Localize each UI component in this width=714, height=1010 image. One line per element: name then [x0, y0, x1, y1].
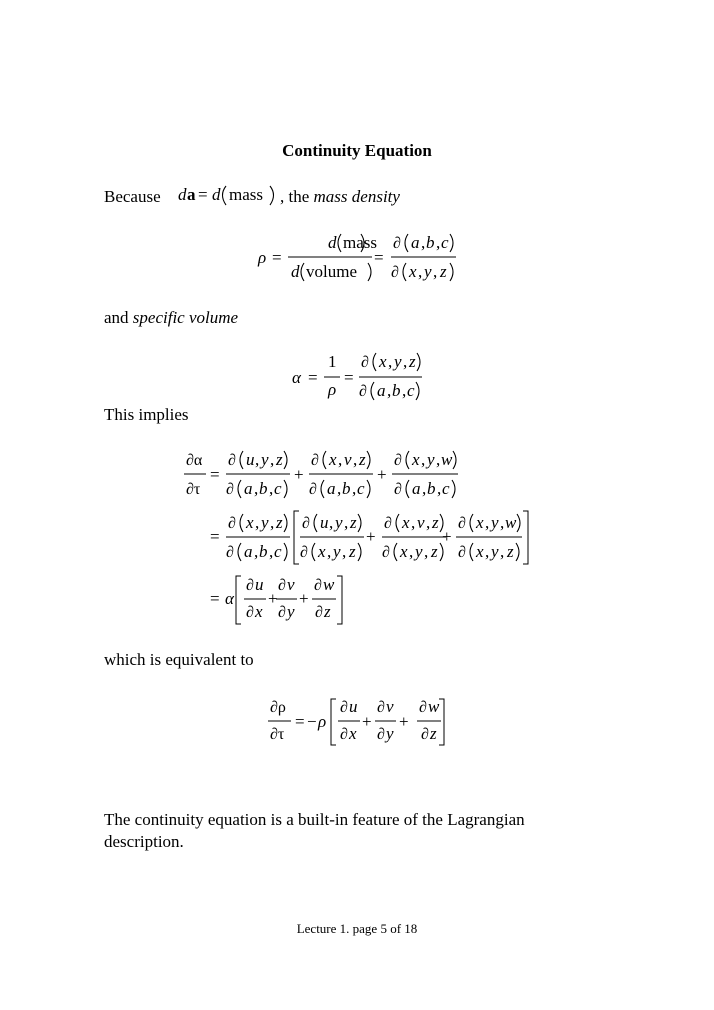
implies-paragraph: This implies: [104, 405, 189, 424]
svg-text:z: z: [430, 724, 437, 743]
svg-text:v: v: [344, 450, 352, 469]
svg-text:∂α: ∂α: [186, 452, 203, 469]
svg-text:c: c: [407, 381, 415, 400]
svg-text:,: ,: [422, 479, 427, 498]
svg-text:volume: volume: [306, 262, 357, 281]
svg-text:,: ,: [387, 381, 392, 400]
svg-text:∂τ: ∂τ: [186, 481, 201, 498]
svg-text:∂: ∂: [340, 726, 348, 743]
svg-text:=: =: [210, 589, 220, 608]
svg-text:y: y: [386, 724, 394, 743]
svg-text:−: −: [307, 712, 317, 731]
svg-text:=: =: [374, 248, 384, 267]
svg-text:∂: ∂: [302, 515, 310, 532]
derivation-line-3: [210, 575, 342, 624]
svg-text:=: =: [272, 248, 282, 267]
svg-text:x: x: [409, 262, 417, 281]
svg-text:a: a: [327, 479, 336, 498]
svg-text:a: a: [411, 233, 420, 252]
svg-text:=: =: [210, 527, 220, 546]
svg-text:z: z: [507, 542, 514, 561]
svg-text:,: ,: [337, 479, 342, 498]
svg-text:b: b: [426, 233, 435, 252]
inline-da-equation: [178, 185, 274, 205]
svg-text:mass: mass: [229, 185, 263, 204]
svg-text:=: =: [210, 465, 220, 484]
svg-text:w: w: [441, 450, 453, 469]
svg-text:d: d: [328, 233, 337, 252]
svg-text:∂: ∂: [419, 699, 427, 716]
svg-text:∂τ: ∂τ: [270, 726, 285, 743]
svg-text:,: ,: [344, 513, 349, 532]
svg-text:1: 1: [328, 352, 337, 371]
svg-text:b: b: [259, 542, 268, 561]
svg-text:b: b: [259, 479, 268, 498]
svg-text:u: u: [246, 450, 255, 469]
svg-text:c: c: [274, 542, 282, 561]
svg-text:,: ,: [433, 262, 438, 281]
svg-text:,: ,: [270, 450, 275, 469]
svg-text:y: y: [394, 352, 402, 371]
and-lead: and: [104, 308, 133, 327]
svg-text:,: ,: [269, 542, 274, 561]
because-mid-text: , the: [280, 187, 314, 206]
svg-text:z: z: [276, 450, 283, 469]
svg-text:y: y: [261, 450, 269, 469]
svg-text:z: z: [440, 262, 447, 281]
svg-text:=: =: [198, 185, 208, 204]
mass-density-term: mass density: [313, 187, 400, 206]
svg-text:x: x: [476, 513, 484, 532]
svg-text:y: y: [415, 542, 423, 561]
svg-text:,: ,: [411, 513, 416, 532]
svg-text:mass: mass: [343, 233, 377, 252]
svg-text:w: w: [323, 575, 335, 594]
svg-text:,: ,: [269, 479, 274, 498]
svg-text:x: x: [349, 724, 357, 743]
svg-text:w: w: [428, 697, 440, 716]
svg-text:,: ,: [342, 542, 347, 561]
svg-text:∂: ∂: [300, 544, 308, 561]
svg-text:,: ,: [327, 542, 332, 561]
svg-text:∂: ∂: [377, 699, 385, 716]
svg-text:u: u: [320, 513, 329, 532]
svg-text:x: x: [379, 352, 387, 371]
svg-text:y: y: [335, 513, 343, 532]
svg-text:+: +: [299, 589, 309, 608]
svg-text:b: b: [342, 479, 351, 498]
svg-text:a: a: [187, 185, 196, 204]
svg-text:x: x: [318, 542, 326, 561]
svg-text:a: a: [412, 479, 421, 498]
svg-text:∂: ∂: [246, 577, 254, 594]
svg-text:∂: ∂: [226, 544, 234, 561]
svg-text:α: α: [225, 589, 234, 608]
specific-volume-equation: [292, 352, 422, 400]
svg-text:,: ,: [436, 233, 441, 252]
svg-text:y: y: [261, 513, 269, 532]
svg-text:a: a: [377, 381, 386, 400]
svg-text:z: z: [359, 450, 366, 469]
svg-text:=: =: [308, 368, 318, 387]
svg-text:,: ,: [500, 513, 505, 532]
svg-text:,: ,: [485, 542, 490, 561]
svg-text:∂: ∂: [393, 235, 401, 252]
svg-text:∂: ∂: [315, 604, 323, 621]
svg-text:x: x: [255, 602, 263, 621]
svg-text:,: ,: [352, 479, 357, 498]
svg-text:,: ,: [437, 479, 442, 498]
equivalent-paragraph: which is equivalent to: [104, 650, 254, 669]
svg-text:z: z: [350, 513, 357, 532]
svg-text:ρ: ρ: [318, 712, 327, 731]
svg-text:y: y: [424, 262, 432, 281]
svg-text:z: z: [324, 602, 331, 621]
conclusion-line-1: The continuity equation is a built-in feature of the Lagrangian: [104, 810, 525, 829]
svg-text:+: +: [362, 712, 372, 731]
because-lead: Because: [104, 187, 161, 206]
svg-text:ρ: ρ: [328, 380, 337, 399]
svg-text:v: v: [386, 697, 394, 716]
svg-text:∂: ∂: [226, 481, 234, 498]
svg-text:z: z: [431, 542, 438, 561]
svg-text:,: ,: [270, 513, 275, 532]
svg-text:z: z: [432, 513, 439, 532]
svg-text:∂: ∂: [377, 726, 385, 743]
svg-text:,: ,: [254, 542, 259, 561]
density-equation: [257, 233, 456, 281]
svg-text:∂: ∂: [382, 544, 390, 561]
svg-text:∂: ∂: [309, 481, 317, 498]
svg-text:,: ,: [388, 352, 393, 371]
svg-text:y: y: [287, 602, 295, 621]
svg-text:u: u: [349, 697, 358, 716]
page-title: Continuity Equation: [282, 141, 432, 160]
svg-text:d: d: [212, 185, 221, 204]
svg-text:,: ,: [421, 233, 426, 252]
page-footer: Lecture 1. page 5 of 18: [296, 921, 418, 936]
derivation-line-2: [210, 511, 528, 564]
svg-text:∂: ∂: [458, 515, 466, 532]
svg-text:d: d: [291, 262, 300, 281]
svg-text:+: +: [366, 527, 376, 546]
svg-text:,: ,: [255, 513, 260, 532]
svg-text:∂: ∂: [361, 354, 369, 371]
svg-text:,: ,: [485, 513, 490, 532]
svg-text:+: +: [442, 527, 452, 546]
svg-text:,: ,: [338, 450, 343, 469]
svg-text:∂: ∂: [391, 264, 399, 281]
svg-text:,: ,: [424, 542, 429, 561]
svg-text:z: z: [409, 352, 416, 371]
svg-text:z: z: [349, 542, 356, 561]
svg-text:+: +: [377, 465, 387, 484]
svg-text:v: v: [287, 575, 295, 594]
svg-text:∂: ∂: [458, 544, 466, 561]
svg-text:,: ,: [329, 513, 334, 532]
svg-text:,: ,: [353, 450, 358, 469]
svg-text:∂: ∂: [340, 699, 348, 716]
svg-text:v: v: [417, 513, 425, 532]
svg-text:c: c: [441, 233, 449, 252]
svg-text:∂: ∂: [421, 726, 429, 743]
svg-text:∂: ∂: [278, 604, 286, 621]
svg-text:y: y: [427, 450, 435, 469]
svg-text:x: x: [246, 513, 254, 532]
derivation-line-1: [184, 450, 458, 498]
svg-text:,: ,: [254, 479, 259, 498]
continuity-result-equation: [268, 697, 444, 745]
svg-text:∂: ∂: [311, 452, 319, 469]
svg-text:y: y: [491, 542, 499, 561]
svg-text:d: d: [178, 185, 187, 204]
svg-text:a: a: [244, 542, 253, 561]
svg-text:c: c: [274, 479, 282, 498]
svg-text:x: x: [329, 450, 337, 469]
svg-text:∂: ∂: [394, 452, 402, 469]
svg-text:x: x: [402, 513, 410, 532]
svg-text:∂ρ: ∂ρ: [270, 699, 286, 716]
svg-text:∂: ∂: [384, 515, 392, 532]
svg-text:x: x: [400, 542, 408, 561]
svg-text:,: ,: [500, 542, 505, 561]
svg-text:ρ: ρ: [258, 248, 267, 267]
svg-text:c: c: [442, 479, 450, 498]
svg-text:,: ,: [436, 450, 441, 469]
svg-text:+: +: [268, 589, 278, 608]
svg-text:b: b: [427, 479, 436, 498]
svg-text:b: b: [392, 381, 401, 400]
svg-text:,: ,: [421, 450, 426, 469]
svg-text:u: u: [255, 575, 264, 594]
svg-text:+: +: [399, 712, 409, 731]
svg-text:,: ,: [409, 542, 414, 561]
svg-text:,: ,: [418, 262, 423, 281]
svg-text:y: y: [333, 542, 341, 561]
svg-text:+: +: [294, 465, 304, 484]
svg-text:∂: ∂: [359, 383, 367, 400]
svg-text:∂: ∂: [314, 577, 322, 594]
svg-text:,: ,: [255, 450, 260, 469]
svg-text:w: w: [505, 513, 517, 532]
svg-text:=: =: [295, 712, 305, 731]
svg-text:c: c: [357, 479, 365, 498]
svg-text:,: ,: [426, 513, 431, 532]
svg-text:∂: ∂: [278, 577, 286, 594]
svg-text:x: x: [476, 542, 484, 561]
svg-text:a: a: [244, 479, 253, 498]
specific-volume-term: specific volume: [132, 308, 239, 327]
svg-text:x: x: [412, 450, 420, 469]
svg-text:∂: ∂: [228, 452, 236, 469]
svg-text:∂: ∂: [246, 604, 254, 621]
svg-text:y: y: [491, 513, 499, 532]
svg-text:z: z: [276, 513, 283, 532]
svg-text:,: ,: [403, 352, 408, 371]
svg-text:∂: ∂: [394, 481, 402, 498]
svg-text:∂: ∂: [228, 515, 236, 532]
svg-text:,: ,: [402, 381, 407, 400]
conclusion-line-2: description.: [104, 832, 184, 851]
svg-text:α: α: [292, 368, 301, 387]
svg-text:=: =: [344, 368, 354, 387]
